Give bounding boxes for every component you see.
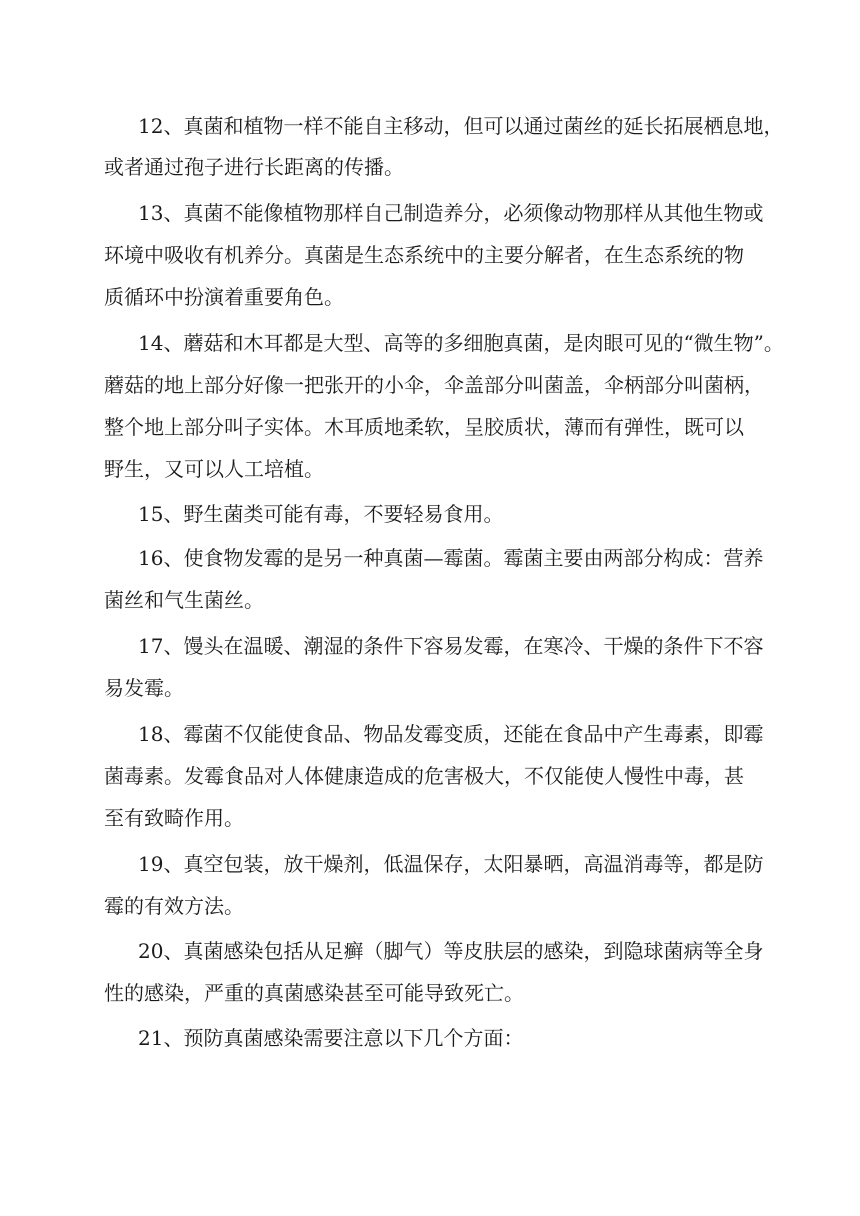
paragraph-14-line-3: 整个地上部分叫子实体。木耳质地柔软，呈胶质状，薄而有弹性，既可以 [104,415,744,439]
paragraph-12-line-1: 12、真菌和植物一样不能自主移动，但可以通过菌丝的延长拓展栖息地， [138,114,784,138]
paragraph-21-line-1: 21、预防真菌感染需要注意以下几个方面： [138,1026,524,1050]
paragraph-14-line-4: 野生，又可以人工培植。 [104,457,324,481]
paragraph-13-line-1: 13、真菌不能像植物那样自己制造养分，必须像动物那样从其他生物或 [138,201,764,225]
paragraph-19-line-1: 19、真空包装，放干燥剂，低温保存，太阳暴晒，高温消毒等，都是防 [138,852,764,876]
paragraph-20-line-2: 性的感染，严重的真菌感染甚至可能导致死亡。 [104,981,524,1005]
paragraph-18-line-2: 菌毒素。发霉食品对人体健康造成的危害极大，不仅能使人慢性中毒，甚 [104,764,744,788]
paragraph-14-line-1: 14、蘑菇和木耳都是大型、高等的多细胞真菌，是肉眼可见的“微生物”。 [138,331,784,355]
paragraph-17-line-1: 17、馒头在温暖、潮湿的条件下容易发霉，在寒冷、干燥的条件下不容 [138,634,764,658]
paragraph-19-line-2: 霉的有效方法。 [104,894,244,918]
paragraph-13-line-2: 环境中吸收有机养分。真菌是生态系统中的主要分解者，在生态系统的物 [104,243,744,267]
paragraph-12-line-2: 或者通过孢子进行长距离的传播。 [104,155,404,179]
paragraph-13-line-3: 质循环中扮演着重要角色。 [104,285,344,309]
paragraph-16-line-2: 菌丝和气生菌丝。 [104,588,264,612]
paragraph-20-line-1: 20、真菌感染包括从足癣（脚气）等皮肤层的感染，到隐球菌病等全身 [138,939,764,963]
paragraph-14-line-2: 蘑菇的地上部分好像一把张开的小伞，伞盖部分叫菌盖，伞柄部分叫菌柄， [104,373,764,397]
paragraph-18-line-3: 至有致畸作用。 [104,806,244,830]
paragraph-16-line-1: 16、使食物发霉的是另一种真菌—霉菌。霉菌主要由两部分构成：营养 [138,546,764,570]
paragraph-15-line-1: 15、野生菌类可能有毒，不要轻易食用。 [138,502,504,526]
paragraph-18-line-1: 18、霉菌不仅能使食品、物品发霉变质，还能在食品中产生毒素，即霉 [138,722,764,746]
paragraph-17-line-2: 易发霉。 [104,676,184,700]
